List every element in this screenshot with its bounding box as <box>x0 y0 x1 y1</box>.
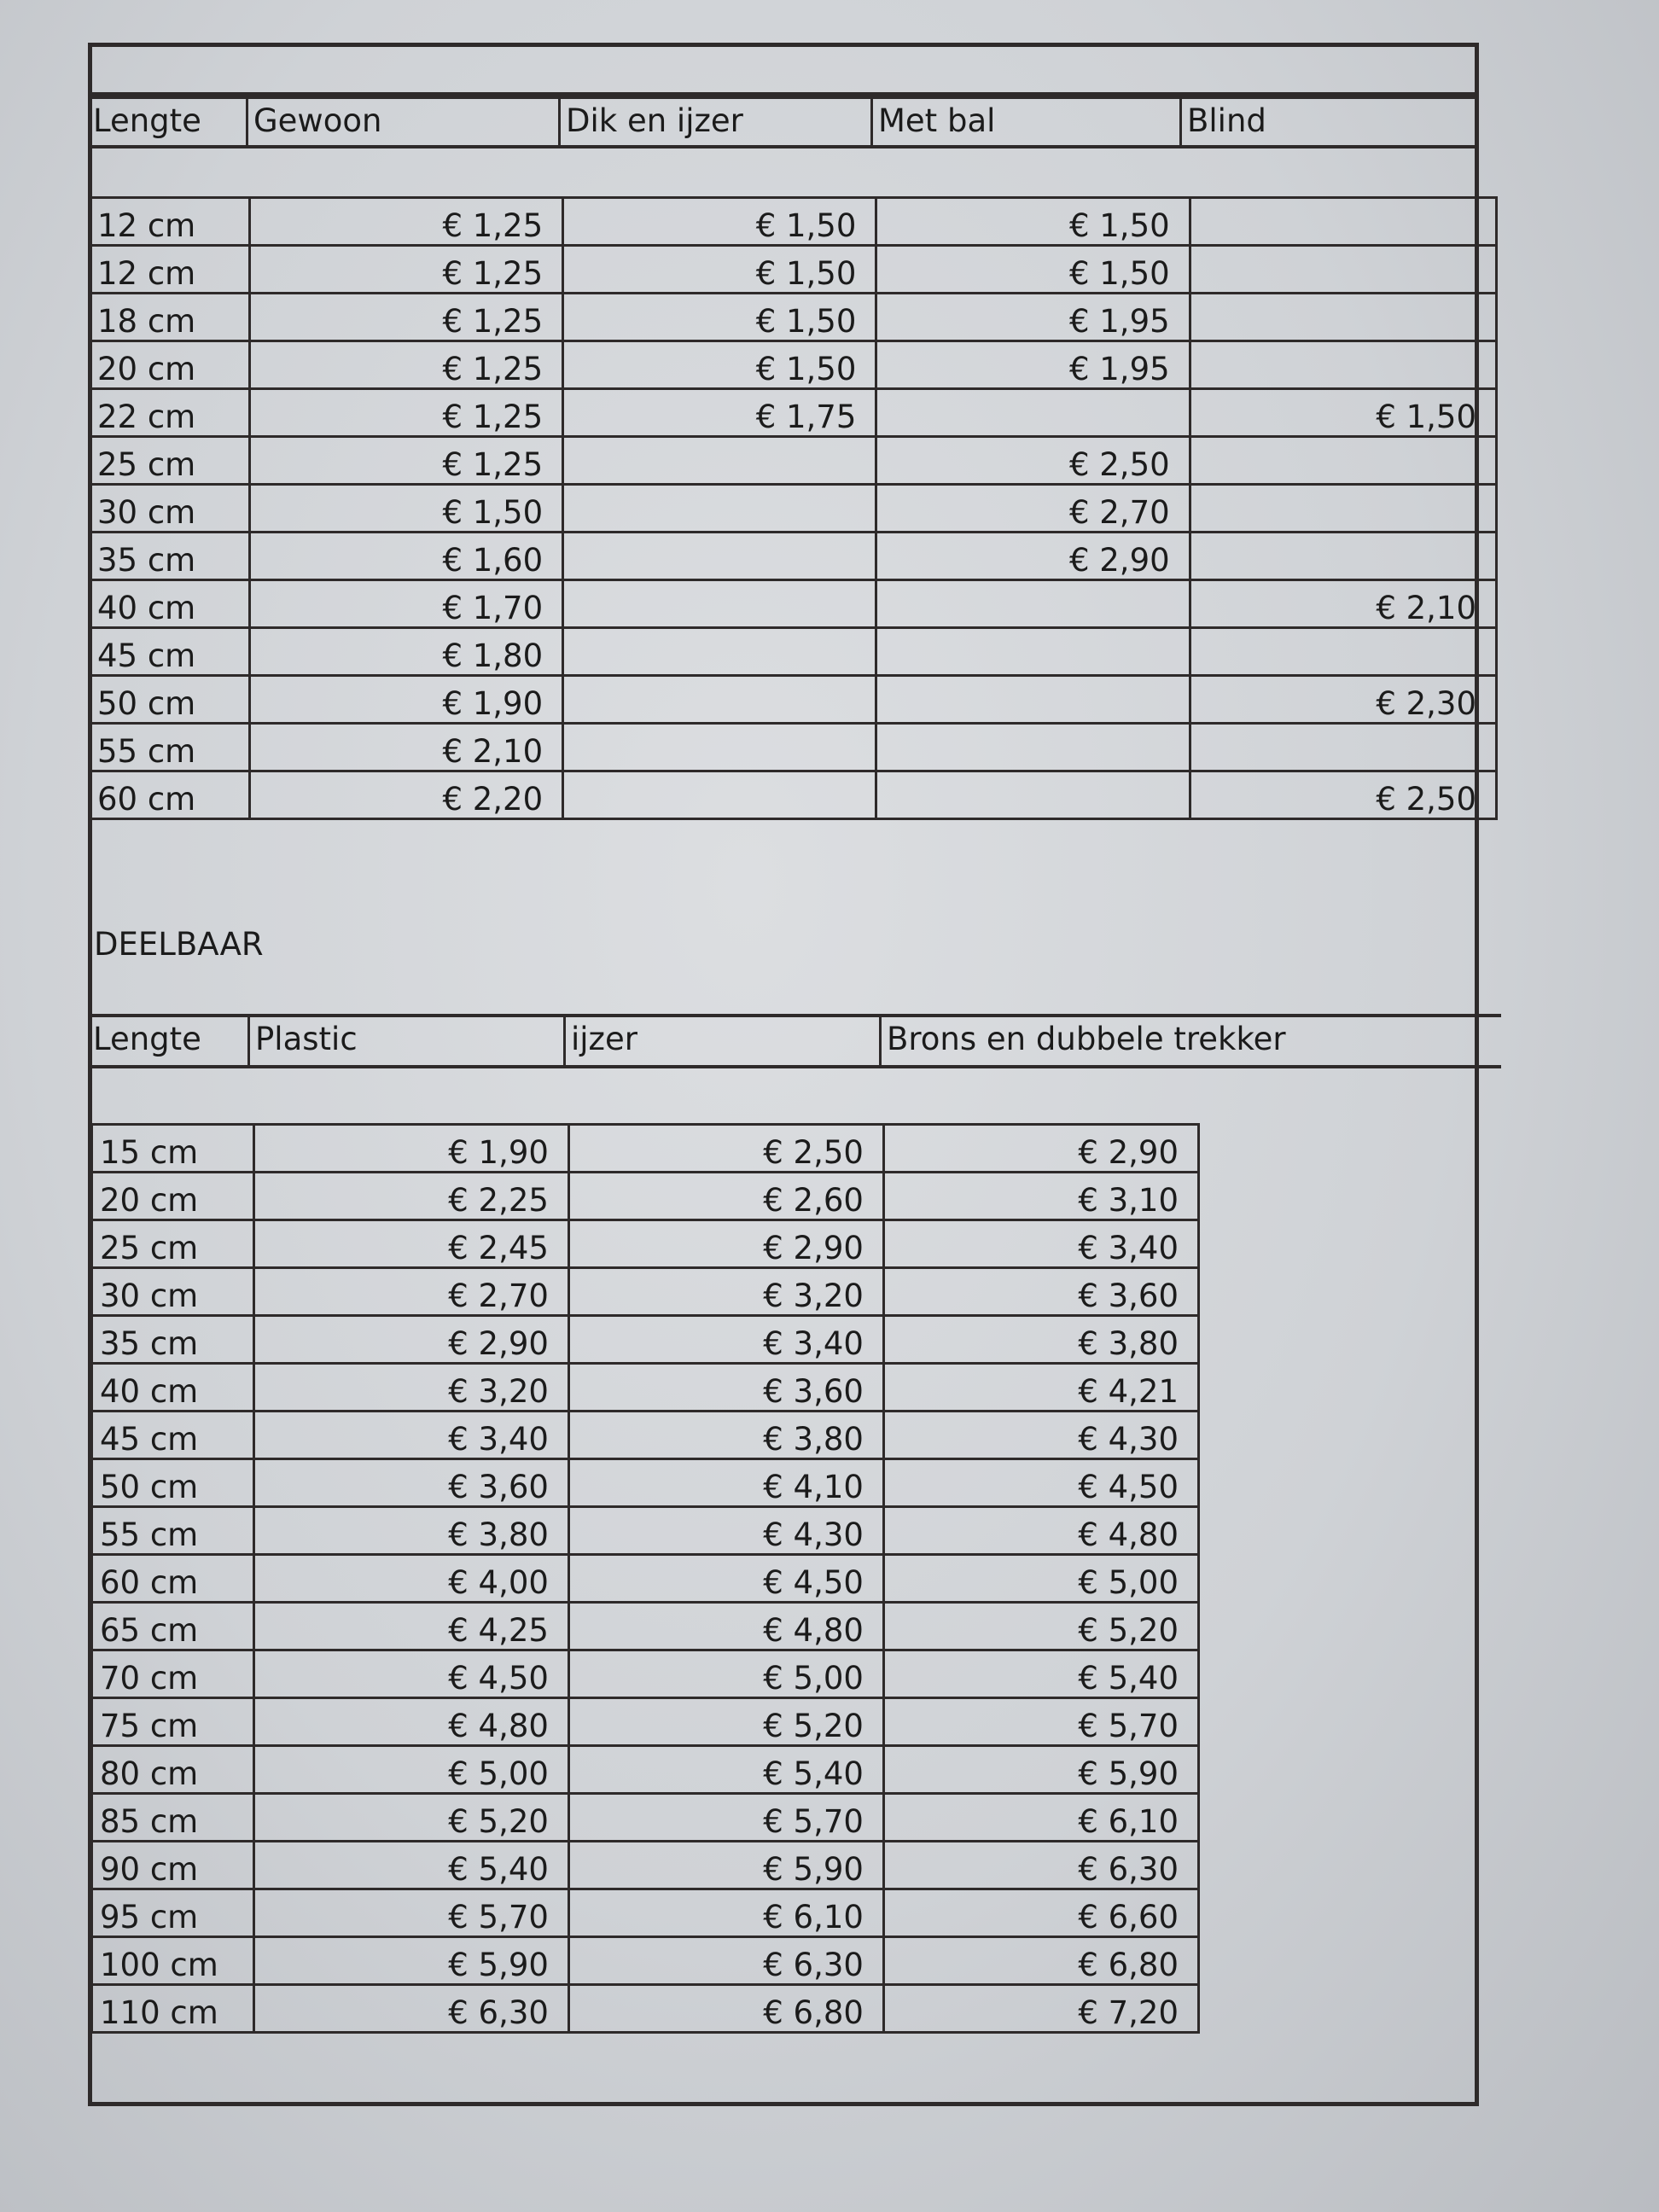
price-cell: € 6,30 <box>568 1937 883 1985</box>
section1-row <box>90 246 1497 294</box>
section2-row <box>92 1507 1199 1555</box>
top-blank-band <box>88 43 1479 96</box>
header-dik-en-ijzer: Dik en ijzer <box>561 99 873 145</box>
price-cell: € 3,60 <box>883 1268 1198 1316</box>
price-cell: € 6,80 <box>568 1985 883 2033</box>
price-cell: € 2,20 <box>249 771 562 819</box>
price-cell: € 3,80 <box>568 1412 883 1459</box>
price-cell: € 1,90 <box>249 676 562 724</box>
price-cell: € 2,90 <box>253 1316 568 1364</box>
price-cell <box>563 580 876 628</box>
price-cell: € 5,20 <box>253 1794 568 1842</box>
length-cell: 20 cm <box>92 1173 254 1220</box>
section1-row <box>90 676 1497 724</box>
length-cell: 50 cm <box>92 1459 254 1507</box>
price-cell: € 3,80 <box>253 1507 568 1555</box>
section2-row <box>92 1603 1199 1650</box>
length-cell: 95 cm <box>92 1889 254 1937</box>
price-cell: € 4,50 <box>568 1555 883 1603</box>
header-brons: Brons en dubbele trekker <box>887 1021 1286 1057</box>
price-cell <box>1190 341 1496 389</box>
price-cell: € 6,60 <box>883 1889 1198 1937</box>
price-cell: € 2,25 <box>253 1173 568 1220</box>
section1-row <box>90 533 1497 580</box>
price-cell: € 5,20 <box>883 1603 1198 1650</box>
price-cell <box>1190 628 1496 676</box>
length-cell: 90 cm <box>92 1842 254 1889</box>
price-cell: € 5,00 <box>883 1555 1198 1603</box>
price-cell <box>563 676 876 724</box>
price-cell: € 6,10 <box>883 1794 1198 1842</box>
length-cell: 25 cm <box>92 1220 254 1268</box>
section2-title: DEELBAAR <box>94 926 264 963</box>
price-cell: € 2,45 <box>253 1220 568 1268</box>
price-cell: € 2,30 <box>1190 676 1496 724</box>
section1-row <box>90 389 1497 437</box>
price-cell: € 5,40 <box>568 1746 883 1794</box>
length-cell: 25 cm <box>90 437 250 485</box>
price-cell <box>563 437 876 485</box>
price-cell: € 2,50 <box>876 437 1190 485</box>
price-cell: € 2,90 <box>568 1220 883 1268</box>
price-cell: € 3,20 <box>568 1268 883 1316</box>
length-cell: 80 cm <box>92 1746 254 1794</box>
length-cell: 22 cm <box>90 389 250 437</box>
price-cell <box>876 628 1190 676</box>
section2-row <box>92 1937 1199 1985</box>
length-cell: 18 cm <box>90 294 250 341</box>
price-cell: € 1,25 <box>249 341 562 389</box>
price-cell: € 6,80 <box>883 1937 1198 1985</box>
length-cell: 30 cm <box>90 485 250 533</box>
price-cell: € 3,40 <box>568 1316 883 1364</box>
section1-row <box>90 628 1497 676</box>
price-cell <box>563 628 876 676</box>
price-cell: € 5,00 <box>253 1746 568 1794</box>
price-cell: € 4,50 <box>883 1459 1198 1507</box>
price-cell: € 1,95 <box>876 341 1190 389</box>
length-cell: 40 cm <box>92 1364 254 1412</box>
price-cell <box>563 485 876 533</box>
section2-row <box>92 1889 1199 1937</box>
price-cell: € 4,30 <box>883 1412 1198 1459</box>
price-cell: € 4,00 <box>253 1555 568 1603</box>
price-cell: € 1,75 <box>563 389 876 437</box>
price-cell: € 4,30 <box>568 1507 883 1555</box>
price-cell: € 1,70 <box>249 580 562 628</box>
section1-row <box>90 771 1497 819</box>
section1-header-row <box>88 96 1479 148</box>
header-blind: Blind <box>1187 102 1266 139</box>
price-cell: € 2,60 <box>568 1173 883 1220</box>
price-cell <box>876 580 1190 628</box>
price-cell: € 3,10 <box>883 1173 1198 1220</box>
price-cell: € 1,25 <box>249 294 562 341</box>
section2-row <box>92 1650 1199 1698</box>
price-cell: € 1,50 <box>876 198 1190 246</box>
price-cell: € 5,40 <box>883 1650 1198 1698</box>
price-cell: € 2,50 <box>1190 771 1496 819</box>
price-cell: € 5,90 <box>253 1937 568 1985</box>
price-cell: € 6,30 <box>253 1985 568 2033</box>
header-gewoon: Gewoon <box>248 99 561 145</box>
section2-row <box>92 1555 1199 1603</box>
price-cell <box>1190 294 1496 341</box>
length-cell: 35 cm <box>90 533 250 580</box>
price-cell: € 1,90 <box>253 1125 568 1173</box>
section2-row <box>92 1364 1199 1412</box>
price-cell: € 4,50 <box>253 1650 568 1698</box>
section2-row <box>92 1316 1199 1364</box>
length-cell: 110 cm <box>92 1985 254 2033</box>
length-cell: 40 cm <box>90 580 250 628</box>
price-cell: € 4,10 <box>568 1459 883 1507</box>
price-cell: € 1,95 <box>876 294 1190 341</box>
price-cell: € 3,20 <box>253 1364 568 1412</box>
price-cell: € 2,70 <box>253 1268 568 1316</box>
section1-row <box>90 437 1497 485</box>
price-cell: € 1,60 <box>249 533 562 580</box>
length-cell: 12 cm <box>90 198 250 246</box>
price-cell <box>1190 246 1496 294</box>
section1-row <box>90 724 1497 771</box>
section1-row <box>90 198 1497 246</box>
price-cell <box>876 389 1190 437</box>
section2-row <box>92 1698 1199 1746</box>
price-cell: € 3,40 <box>253 1412 568 1459</box>
price-cell: € 3,40 <box>883 1220 1198 1268</box>
header-ijzer: ijzer <box>566 1017 882 1065</box>
price-cell: € 1,50 <box>876 246 1190 294</box>
section2-price-table <box>90 1123 1200 2034</box>
price-cell: € 4,80 <box>568 1603 883 1650</box>
header-lengte-2: Lengte <box>88 1017 250 1065</box>
price-cell: € 3,80 <box>883 1316 1198 1364</box>
length-cell: 15 cm <box>92 1125 254 1173</box>
length-cell: 75 cm <box>92 1698 254 1746</box>
header-met-bal: Met bal <box>873 99 1182 145</box>
section2-row <box>92 1794 1199 1842</box>
section1-row <box>90 580 1497 628</box>
price-cell: € 2,90 <box>876 533 1190 580</box>
price-cell: € 1,80 <box>249 628 562 676</box>
length-cell: 35 cm <box>92 1316 254 1364</box>
price-cell <box>1190 437 1496 485</box>
price-cell <box>1190 724 1496 771</box>
length-cell: 60 cm <box>90 771 250 819</box>
section1-row <box>90 485 1497 533</box>
section2-header-row <box>88 1014 1501 1068</box>
section1-row <box>90 341 1497 389</box>
price-cell: € 3,60 <box>253 1459 568 1507</box>
price-cell: € 5,70 <box>883 1698 1198 1746</box>
price-cell <box>1190 533 1496 580</box>
price-cell: € 4,25 <box>253 1603 568 1650</box>
price-cell: € 5,20 <box>568 1698 883 1746</box>
price-cell: € 5,40 <box>253 1842 568 1889</box>
length-cell: 70 cm <box>92 1650 254 1698</box>
price-cell <box>876 676 1190 724</box>
price-cell: € 6,30 <box>883 1842 1198 1889</box>
price-cell: € 3,60 <box>568 1364 883 1412</box>
length-cell: 30 cm <box>92 1268 254 1316</box>
price-cell: € 2,50 <box>568 1125 883 1173</box>
price-cell: € 1,50 <box>1190 389 1496 437</box>
price-cell: € 6,10 <box>568 1889 883 1937</box>
length-cell: 45 cm <box>90 628 250 676</box>
section2-row <box>92 1746 1199 1794</box>
section1-price-table <box>88 196 1498 820</box>
length-cell: 60 cm <box>92 1555 254 1603</box>
price-cell <box>1190 198 1496 246</box>
section2-row <box>92 1985 1199 2033</box>
price-cell: € 1,25 <box>249 246 562 294</box>
section2-row <box>92 1220 1199 1268</box>
length-cell: 20 cm <box>90 341 250 389</box>
length-cell: 100 cm <box>92 1937 254 1985</box>
price-cell: € 5,90 <box>568 1842 883 1889</box>
length-cell: 65 cm <box>92 1603 254 1650</box>
price-cell <box>1190 485 1496 533</box>
price-cell: € 1,50 <box>249 485 562 533</box>
price-cell: € 1,25 <box>249 437 562 485</box>
price-cell <box>876 771 1190 819</box>
header-plastic: Plastic <box>250 1017 566 1065</box>
price-cell <box>563 724 876 771</box>
price-cell: € 4,80 <box>883 1507 1198 1555</box>
length-cell: 55 cm <box>92 1507 254 1555</box>
price-cell: € 1,50 <box>563 294 876 341</box>
length-cell: 12 cm <box>90 246 250 294</box>
price-cell: € 4,80 <box>253 1698 568 1746</box>
price-cell: € 4,21 <box>883 1364 1198 1412</box>
section2-row <box>92 1842 1199 1889</box>
price-cell: € 1,50 <box>563 198 876 246</box>
length-cell: 45 cm <box>92 1412 254 1459</box>
price-cell: € 1,25 <box>249 198 562 246</box>
price-cell: € 5,90 <box>883 1746 1198 1794</box>
header-lengte: Lengte <box>88 99 248 145</box>
price-cell: € 2,70 <box>876 485 1190 533</box>
length-cell: 50 cm <box>90 676 250 724</box>
price-cell: € 2,10 <box>249 724 562 771</box>
price-cell: € 5,70 <box>568 1794 883 1842</box>
length-cell: 55 cm <box>90 724 250 771</box>
price-cell: € 1,50 <box>563 341 876 389</box>
price-cell <box>876 724 1190 771</box>
price-cell <box>563 771 876 819</box>
section2-row <box>92 1459 1199 1507</box>
price-cell: € 1,25 <box>249 389 562 437</box>
price-cell: € 7,20 <box>883 1985 1198 2033</box>
price-cell: € 2,10 <box>1190 580 1496 628</box>
section1-row <box>90 294 1497 341</box>
price-cell: € 5,00 <box>568 1650 883 1698</box>
price-cell: € 5,70 <box>253 1889 568 1937</box>
price-cell: € 2,90 <box>883 1125 1198 1173</box>
length-cell: 85 cm <box>92 1794 254 1842</box>
section2-row <box>92 1173 1199 1220</box>
section2-row <box>92 1125 1199 1173</box>
price-cell <box>563 533 876 580</box>
section2-row <box>92 1268 1199 1316</box>
price-cell: € 1,50 <box>563 246 876 294</box>
section2-row <box>92 1412 1199 1459</box>
